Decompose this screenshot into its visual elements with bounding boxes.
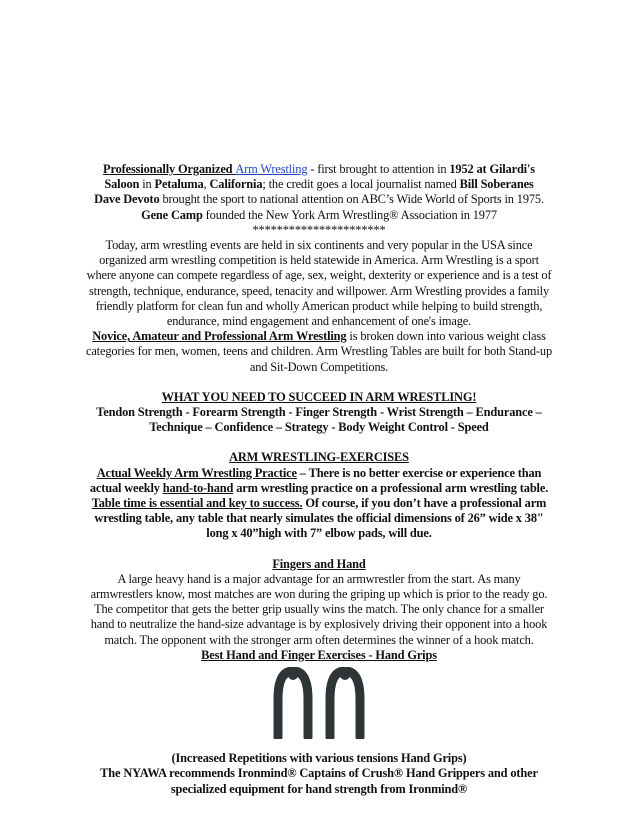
exercises-heading: ARM WRESTLING-EXERCISES <box>229 450 409 465</box>
table-time-text: Table time is essential and key to success. <box>91 496 303 511</box>
novice-paragraph: Novice, Amateur and Professional Arm Wrestling is broken down into various weight class categories for men, women, teens and children. Arm Wrestling Tables are built for both Stand-up and Sit-Down Competitions. <box>85 329 552 374</box>
exercises-section: ARM WRESTLING-EXERCISES Actual Weekly Arm Wrestling Practice – There is no better exercise or experience than actual weekly hand-to-hand arm wrestling practice on a professional arm wrestling table. Table time is essential and key to success. Of course, if you don’t have a professional arm wrestling table, any table that nearly simulates the official dimensions of 26” wide x 38" long x 40”high with 7” elbow pads, will due. <box>89 450 549 541</box>
practice-lead: Actual Weekly Arm Wrestling Practice <box>96 465 297 480</box>
star-divider: ********************** <box>252 222 386 237</box>
hand-grippers-image <box>70 667 568 739</box>
history-lead: Professionally Organized <box>103 162 236 176</box>
succeed-heading: WHAT YOU NEED TO SUCCEED IN ARM WRESTLING! <box>161 389 477 404</box>
history-paragraph: Professionally Organized Arm Wrestling - first brought to attention in 1952 at Gilardi's Saloon in Petaluma, California; the credit goes a local journalist named Bill Soberanes Dave Devoto brought the sport to national attention on ABC’s Wide World of Sports in 1975. Gene Camp founded the New York Arm Wrestling® Association in 1977 ********************** <box>94 162 544 237</box>
fingers-heading: Fingers and Hand <box>272 556 366 571</box>
fingers-section: Fingers and Hand A large heavy hand is a major advantage for an armwrestler from the start. As many armwrestlers know, most matches are won during the griping up which is prior to the ready go. The competitor that gets the better grip usually wins the match. The only chance for a smaller hand to neutralize the hand-size advantage is by explosively driving their opponent into a hook match. The opponent with the stronger arm often determines the winner of a hook match. Best Hand and Finger Exercises - Hand Grips <box>90 556 548 662</box>
today-paragraph: Today, arm wrestling events are held in six continents and very popular in the USA since organized arm wrestling competition is held statewide in America. Arm Wrestling is a sport where anyone can compete regardless of age, sex, weight, dexterity or experience and is a test of strength, technique, endurance, speed, tenacity and willpower. Arm Wrestling provides a family friendly platform for clean fun and wholly American product while helping to build strength, endurance, mind engagement and enhancement of one's image. <box>86 238 552 329</box>
novice-lead: Novice, Amateur and Professional Arm Wrestling <box>92 329 347 344</box>
document-body <box>70 162 568 797</box>
grippers-caption: (Increased Repetitions with various tensions Hand Grips) The NYAWA recommends Ironmind® Captains of Crush® Hand Grippers and other specialized equipment for hand strength from Ironmind® <box>100 751 538 796</box>
hand-grips-heading: Best Hand and Finger Exercises - Hand Grips <box>201 647 437 662</box>
succeed-section: WHAT YOU NEED TO SUCCEED IN ARM WRESTLING! Tendon Strength - Forearm Strength - Finger Strength - Wrist Strength – Endurance – Technique – Confidence – Strategy - Body Weight Control - Speed <box>96 389 542 435</box>
arm-wrestling-link[interactable]: Arm Wrestling <box>235 162 308 176</box>
hand-gripper-icon <box>260 667 378 739</box>
